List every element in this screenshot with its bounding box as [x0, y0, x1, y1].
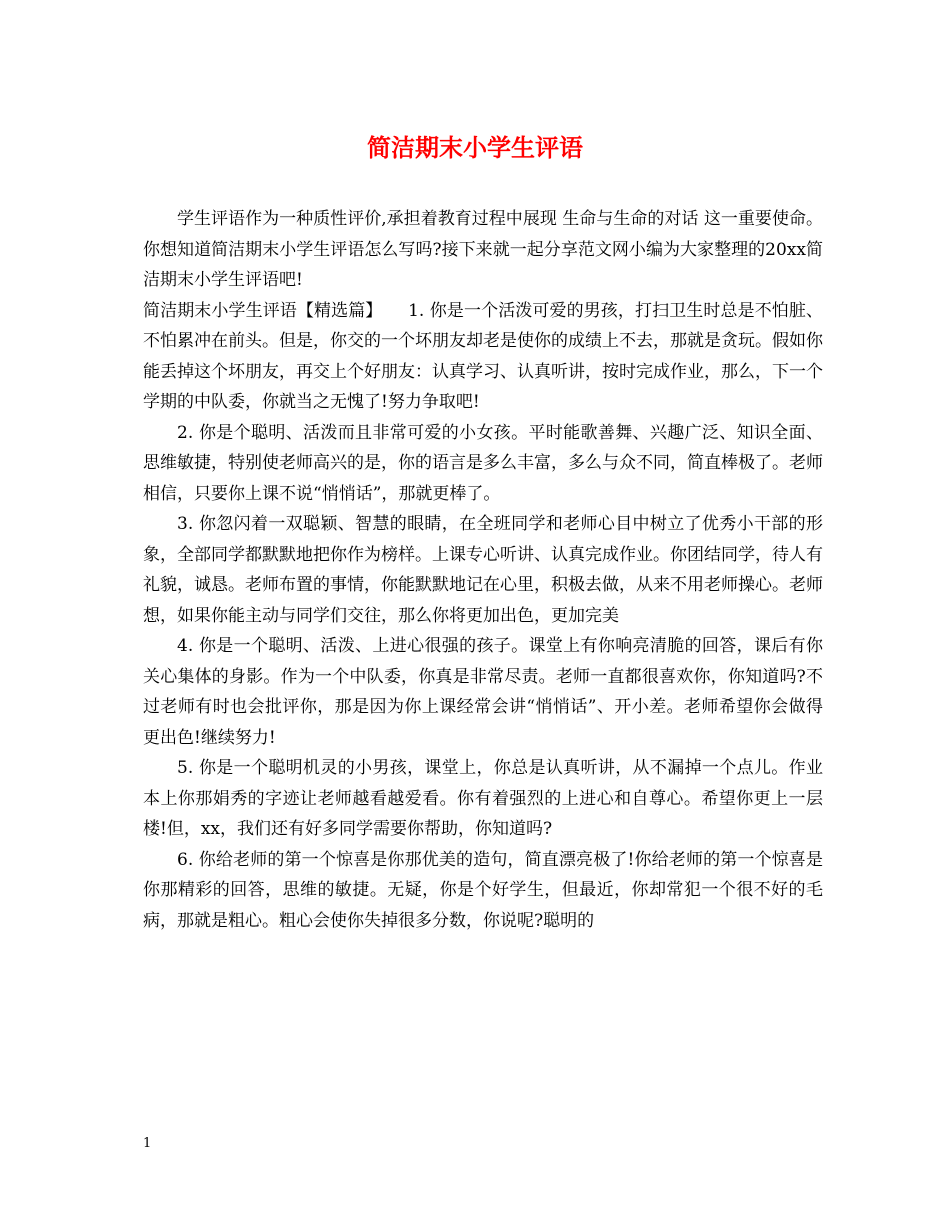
- paragraph-intro: 学生评语作为一种质性评价,承担着教育过程中展现 生命与生命的对话 这一重要使命。你想知道简洁期末小学生评语怎么写吗?接下来就一起分享范文网小编为大家整理的20xx简洁期末小学生评语吧!: [143, 209, 823, 290]
- paragraph-comment-6: 6. 你给老师的第一个惊喜是你那优美的造句，简直漂亮极了!你给老师的第一个惊喜是你那精彩的回答，思维的敏捷。无疑，你是个好学生，但最近，你却常犯一个很不好的毛病，那就是粗心。粗心会使你失掉很多分数，你说呢?聪明的: [143, 849, 823, 931]
- paragraph-comment-4: 4. 你是一个聪明、活泼、上进心很强的孩子。课堂上有你响亮清脆的回答，课后有你关心集体的身影。作为一个中队委，你真是非常尽责。老师一直都很喜欢你，你知道吗?不过老师有时也会批评你，那是因为你上课经常会讲“悄悄话”、开小差。老师希望你会做得更出色!继续努力!: [143, 636, 823, 748]
- paragraph-comment-2: 2. 你是个聪明、活泼而且非常可爱的小女孩。平时能歌善舞、兴趣广泛、知识全面、思维敏捷，特别使老师高兴的是，你的语言是多么丰富，多么与众不同，简直棒极了。老师相信，只要你上课不说“悄悄话”，那就更棒了。: [143, 422, 823, 504]
- page-number: 1: [143, 1136, 152, 1151]
- paragraph-comment-1: 简洁期末小学生评语【精选篇】 1. 你是一个活泼可爱的男孩，打扫卫生时总是不怕脏、不怕累冲在前头。但是，你交的一个坏朋友却老是使你的成绩上不去，那就是贪玩。假如你能丢掉这个坏朋友，再交上个好朋友：认真学习、认真听讲，按时完成作业，那么，下一个学期的中队委，你就当之无愧了!努力争取吧!: [143, 300, 823, 412]
- document-title: 简洁期末小学生评语: [367, 133, 583, 162]
- paragraph-comment-3: 3. 你忽闪着一双聪颖、智慧的眼睛，在全班同学和老师心目中树立了优秀小干部的形象，全部同学都默默地把你作为榜样。上课专心听讲、认真完成作业。你团结同学，待人有礼貌，诚恳。老师布置的事情，你能默默地记在心里，积极去做，从来不用老师操心。老师想，如果你能主动与同学们交往，那么你将更加出色，更加完美: [143, 514, 823, 626]
- paragraph-comment-5: 5. 你是一个聪明机灵的小男孩，课堂上，你总是认真听讲，从不漏掉一个点儿。作业本上你那娟秀的字迹让老师越看越爱看。你有着强烈的上进心和自尊心。希望你更上一层楼!但，xx，我们还有好多同学需要你帮助，你知道吗?: [143, 758, 823, 839]
- document-body: [143, 204, 823, 936]
